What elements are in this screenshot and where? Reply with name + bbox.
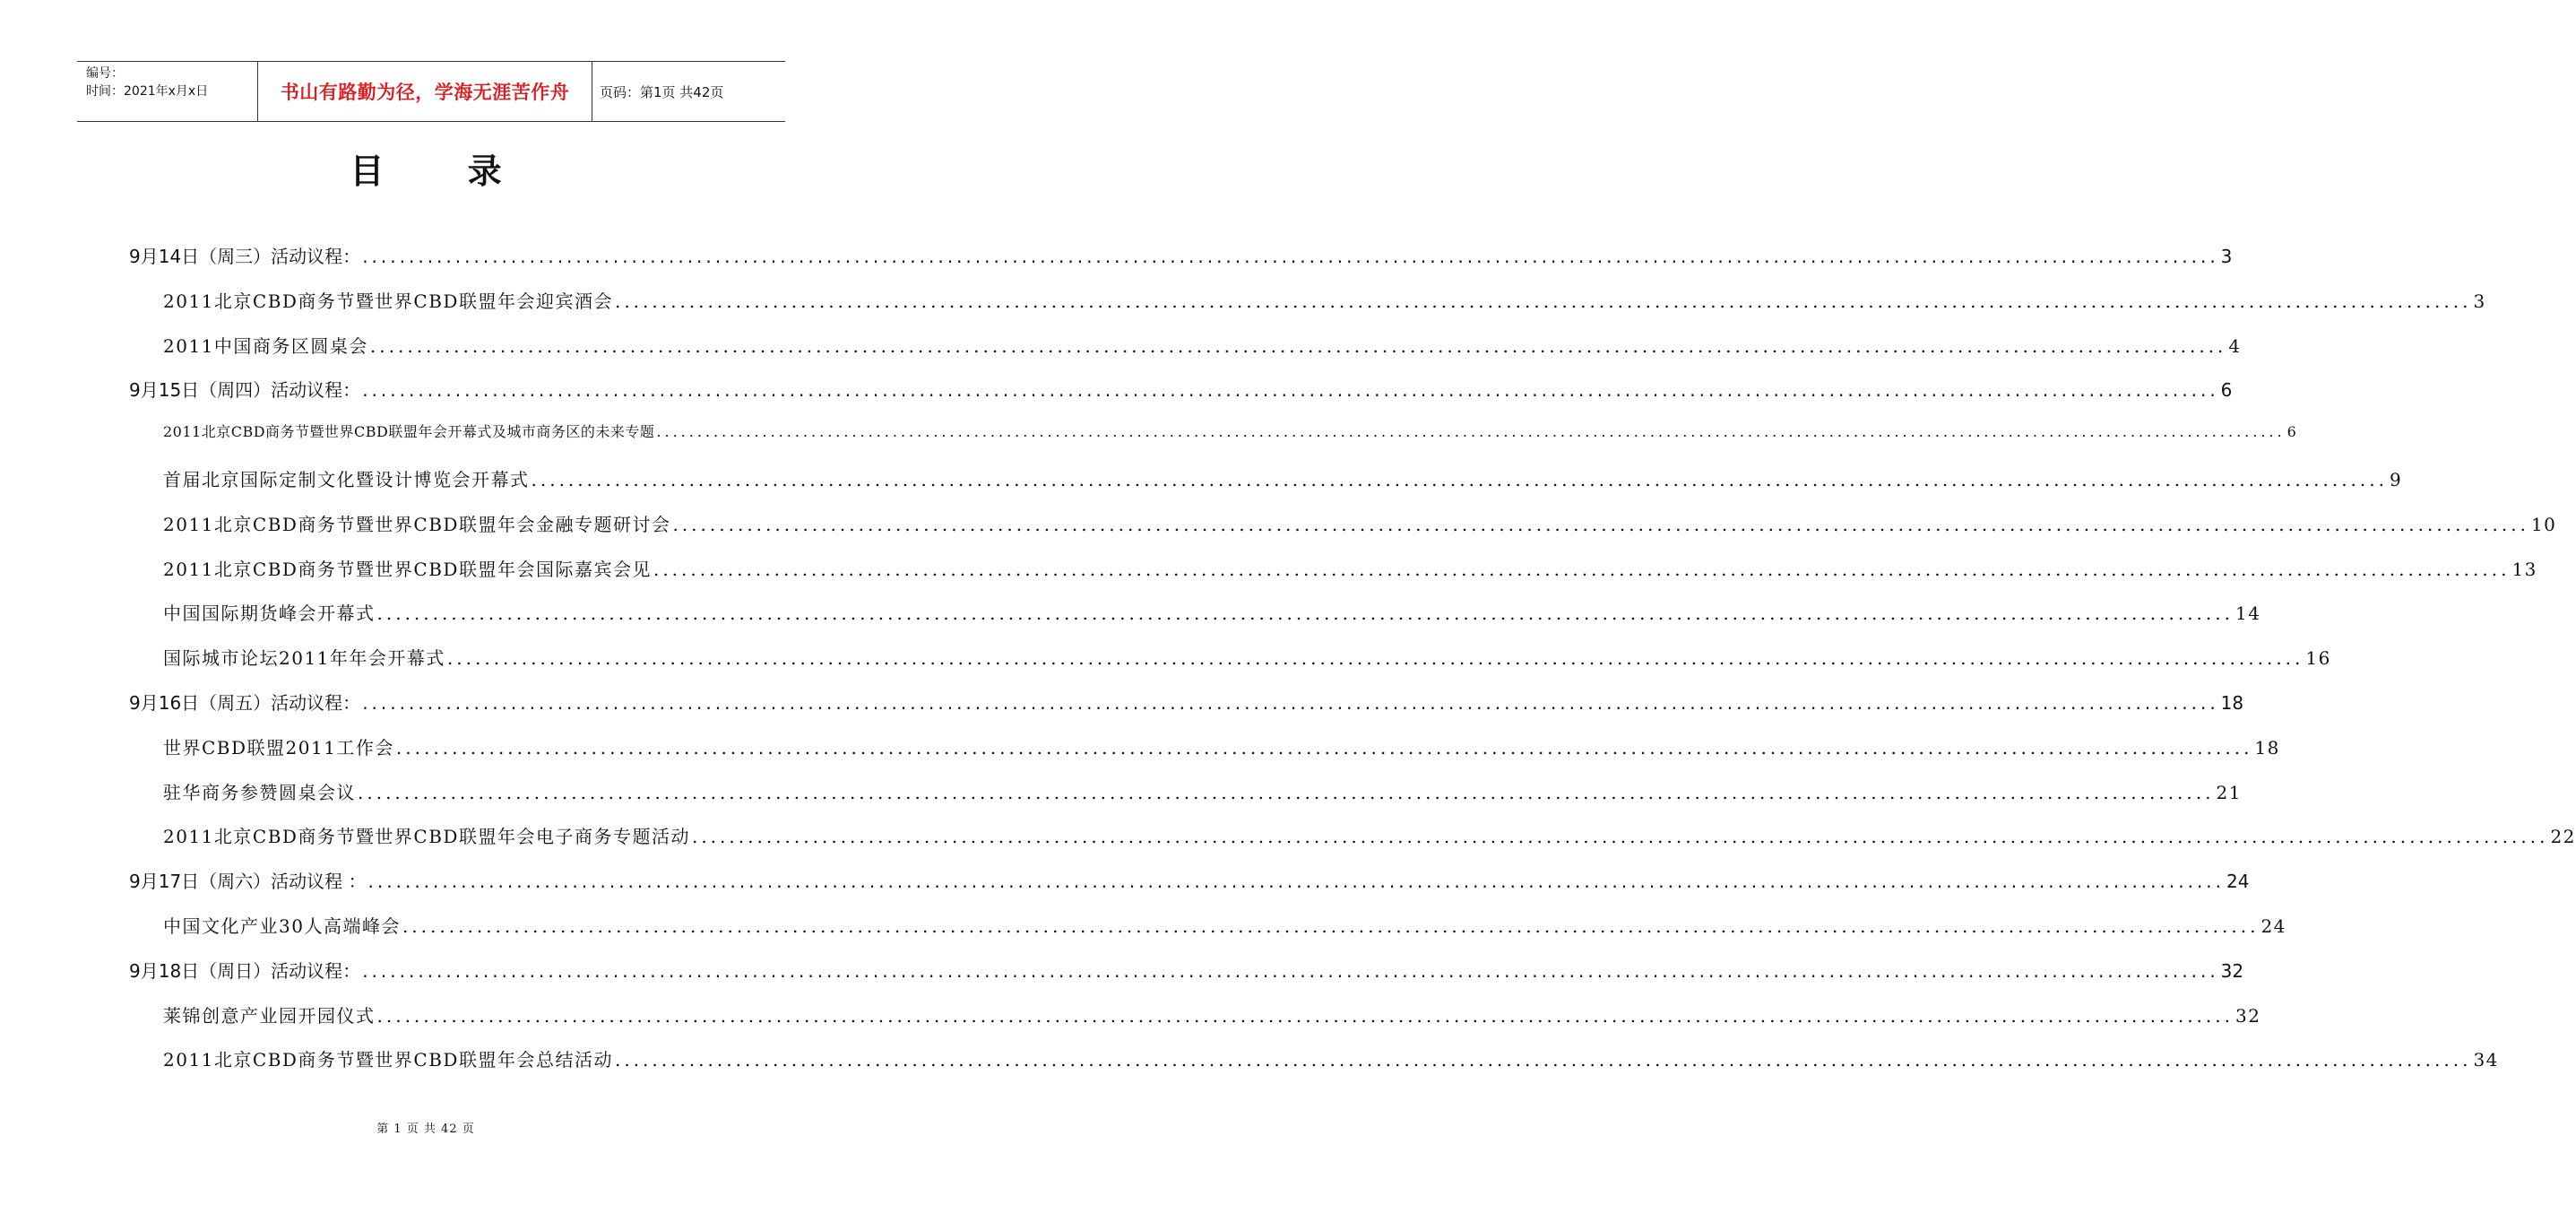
toc-dot-leader: ........................................................................................................................................................................................................ bbox=[446, 647, 2304, 670]
toc-entry-title: 2011北京CBD商务节暨世界CBD联盟年会电子商务专题活动 bbox=[163, 826, 690, 848]
toc-entry[interactable] bbox=[163, 644, 2331, 670]
toc-entry-page: 32 bbox=[2235, 1004, 2261, 1027]
toc-dot-leader: ........................................................................................................................................................................................................ bbox=[395, 736, 2253, 759]
toc-entry-title: 国际城市论坛2011年年会开幕式 bbox=[163, 647, 445, 670]
toc-entry-title: 9月17日（周六）活动议程 ： bbox=[129, 871, 367, 893]
time-label: 时间：2021年x月x日 bbox=[86, 84, 209, 99]
toc-entry-title: 9月15日（周四）活动议程： bbox=[129, 379, 361, 402]
toc-dot-leader: ........................................................................................................................................................................................................ bbox=[362, 246, 2219, 267]
toc-entry-title: 2011北京CBD商务节暨世界CBD联盟年会总结活动 bbox=[163, 1049, 613, 1071]
toc-entry-page: 3 bbox=[2220, 246, 2233, 267]
toc-entry-title: 2011北京CBD商务节暨世界CBD联盟年会金融专题研讨会 bbox=[163, 513, 671, 535]
toc-dot-leader: ........................................................................................................................................................................................................ bbox=[653, 558, 2511, 580]
toc-entry-page: 32 bbox=[2220, 959, 2244, 982]
toc-entry[interactable] bbox=[129, 242, 2233, 268]
toc-entry[interactable] bbox=[163, 287, 2486, 313]
toc-entry-page: 24 bbox=[2260, 915, 2286, 937]
toc-entry[interactable] bbox=[163, 555, 2537, 581]
toc-entry-page: 6 bbox=[2220, 379, 2233, 402]
toc-dot-leader: ........................................................................................................................................................................................................ bbox=[362, 379, 2219, 402]
toc-entry-title: 2011北京CBD商务节暨世界CBD联盟年会开幕式及城市商务区的未来专题 bbox=[163, 423, 655, 441]
toc-entry-page: 16 bbox=[2305, 647, 2331, 670]
toc-entry-page: 6 bbox=[2286, 423, 2297, 441]
page-footer: 第 1 页 共 42 页 bbox=[376, 1123, 475, 1136]
toc-entry[interactable] bbox=[163, 332, 2242, 358]
toc-entry-page: 13 bbox=[2511, 558, 2537, 580]
toc-dot-leader: ........................................................................................................................................................................................................ bbox=[691, 826, 2549, 848]
toc-entry[interactable] bbox=[129, 867, 2250, 893]
toc-entry[interactable] bbox=[163, 420, 2297, 441]
toc-entry[interactable] bbox=[163, 912, 2286, 938]
toc-entry-title: 世界CBD联盟2011工作会 bbox=[163, 736, 394, 759]
toc-entry-title: 9月18日（周日）活动议程： bbox=[129, 959, 361, 982]
toc-entry-title: 9月14日（周三）活动议程： bbox=[129, 246, 361, 267]
toc-entry-page: 18 bbox=[2220, 692, 2244, 714]
toc-entry[interactable] bbox=[129, 376, 2233, 402]
toc-entry-title: 2011北京CBD商务节暨世界CBD联盟年会国际嘉宾会见 bbox=[163, 558, 652, 580]
toc-entry-page: 34 bbox=[2473, 1049, 2499, 1071]
toc-entry[interactable] bbox=[163, 465, 2403, 491]
toc-entry[interactable] bbox=[163, 1001, 2261, 1027]
toc-dot-leader: ........................................................................................................................................................................................................ bbox=[376, 602, 2234, 625]
toc-dot-leader: ........................................................................................................................................................................................................ bbox=[531, 469, 2388, 490]
toc-entry-page: 10 bbox=[2530, 513, 2557, 535]
toc-entry-title: 2011中国商务区圆桌会 bbox=[163, 334, 368, 357]
toc-dot-leader: ........................................................................................................................................................................................................ bbox=[369, 334, 2227, 357]
toc-entry-title: 莱锦创意产业园开园仪式 bbox=[163, 1004, 376, 1027]
toc-entry[interactable] bbox=[163, 1045, 2499, 1071]
toc-dot-leader: ........................................................................................................................................................................................................ bbox=[402, 915, 2260, 937]
toc-entry[interactable] bbox=[129, 957, 2244, 983]
toc-entry[interactable] bbox=[163, 822, 2576, 848]
toc-entry[interactable] bbox=[129, 689, 2244, 715]
toc-entry[interactable] bbox=[163, 599, 2261, 625]
toc-dot-leader: ........................................................................................................................................................................................................ bbox=[614, 1049, 2472, 1071]
toc-entry-page: 22 bbox=[2550, 826, 2576, 848]
toc-entry-page: 9 bbox=[2389, 469, 2403, 490]
toc-dot-leader: ........................................................................................................................................................................................................ bbox=[362, 959, 2219, 982]
toc-entry-title: 2011北京CBD商务节暨世界CBD联盟年会迎宾酒会 bbox=[163, 290, 613, 312]
toc-entry-page: 4 bbox=[2228, 334, 2242, 357]
toc-dot-leader: ........................................................................................................................................................................................................ bbox=[376, 1004, 2234, 1027]
toc-entry-page: 3 bbox=[2473, 290, 2486, 312]
toc-entry-page: 24 bbox=[2226, 871, 2250, 893]
toc-dot-leader: ........................................................................................................................................................................................................ bbox=[614, 290, 2472, 312]
toc-entry-page: 18 bbox=[2254, 736, 2280, 759]
header-page-label: 页码：第1页 共42页 bbox=[600, 83, 724, 100]
toc-entry-page: 14 bbox=[2235, 602, 2261, 625]
toc-dot-leader: ........................................................................................................................................................................................................ bbox=[358, 781, 2215, 803]
toc-entry[interactable] bbox=[163, 733, 2280, 759]
header-meta bbox=[77, 62, 258, 121]
toc-dot-leader: ........................................................................................................................................................................................................ bbox=[362, 692, 2219, 714]
toc-dot-leader: ........................................................................................................................................................................................................ bbox=[656, 423, 2286, 441]
header-table bbox=[77, 61, 785, 122]
toc-entry-title: 中国国际期货峰会开幕式 bbox=[163, 602, 376, 625]
toc-entry-title: 首届北京国际定制文化暨设计博览会开幕式 bbox=[163, 469, 530, 490]
serial-label: 编号： bbox=[86, 66, 124, 81]
toc-entry-page: 21 bbox=[2216, 781, 2242, 803]
toc-entry-title: 驻华商务参赞圆桌会议 bbox=[163, 781, 356, 803]
toc-entry-title: 9月16日（周五）活动议程： bbox=[129, 692, 361, 714]
header-motto: 书山有路勤为径，学海无涯苦作舟 bbox=[258, 62, 592, 121]
page-title: 目 录 bbox=[350, 152, 538, 191]
toc-dot-leader: ........................................................................................................................................................................................................ bbox=[672, 513, 2529, 535]
toc-entry-title: 中国文化产业30人高端峰会 bbox=[163, 915, 401, 937]
toc-entry[interactable] bbox=[163, 510, 2557, 536]
toc-entry[interactable] bbox=[163, 778, 2242, 804]
toc-dot-leader: ........................................................................................................................................................................................................ bbox=[367, 871, 2226, 893]
